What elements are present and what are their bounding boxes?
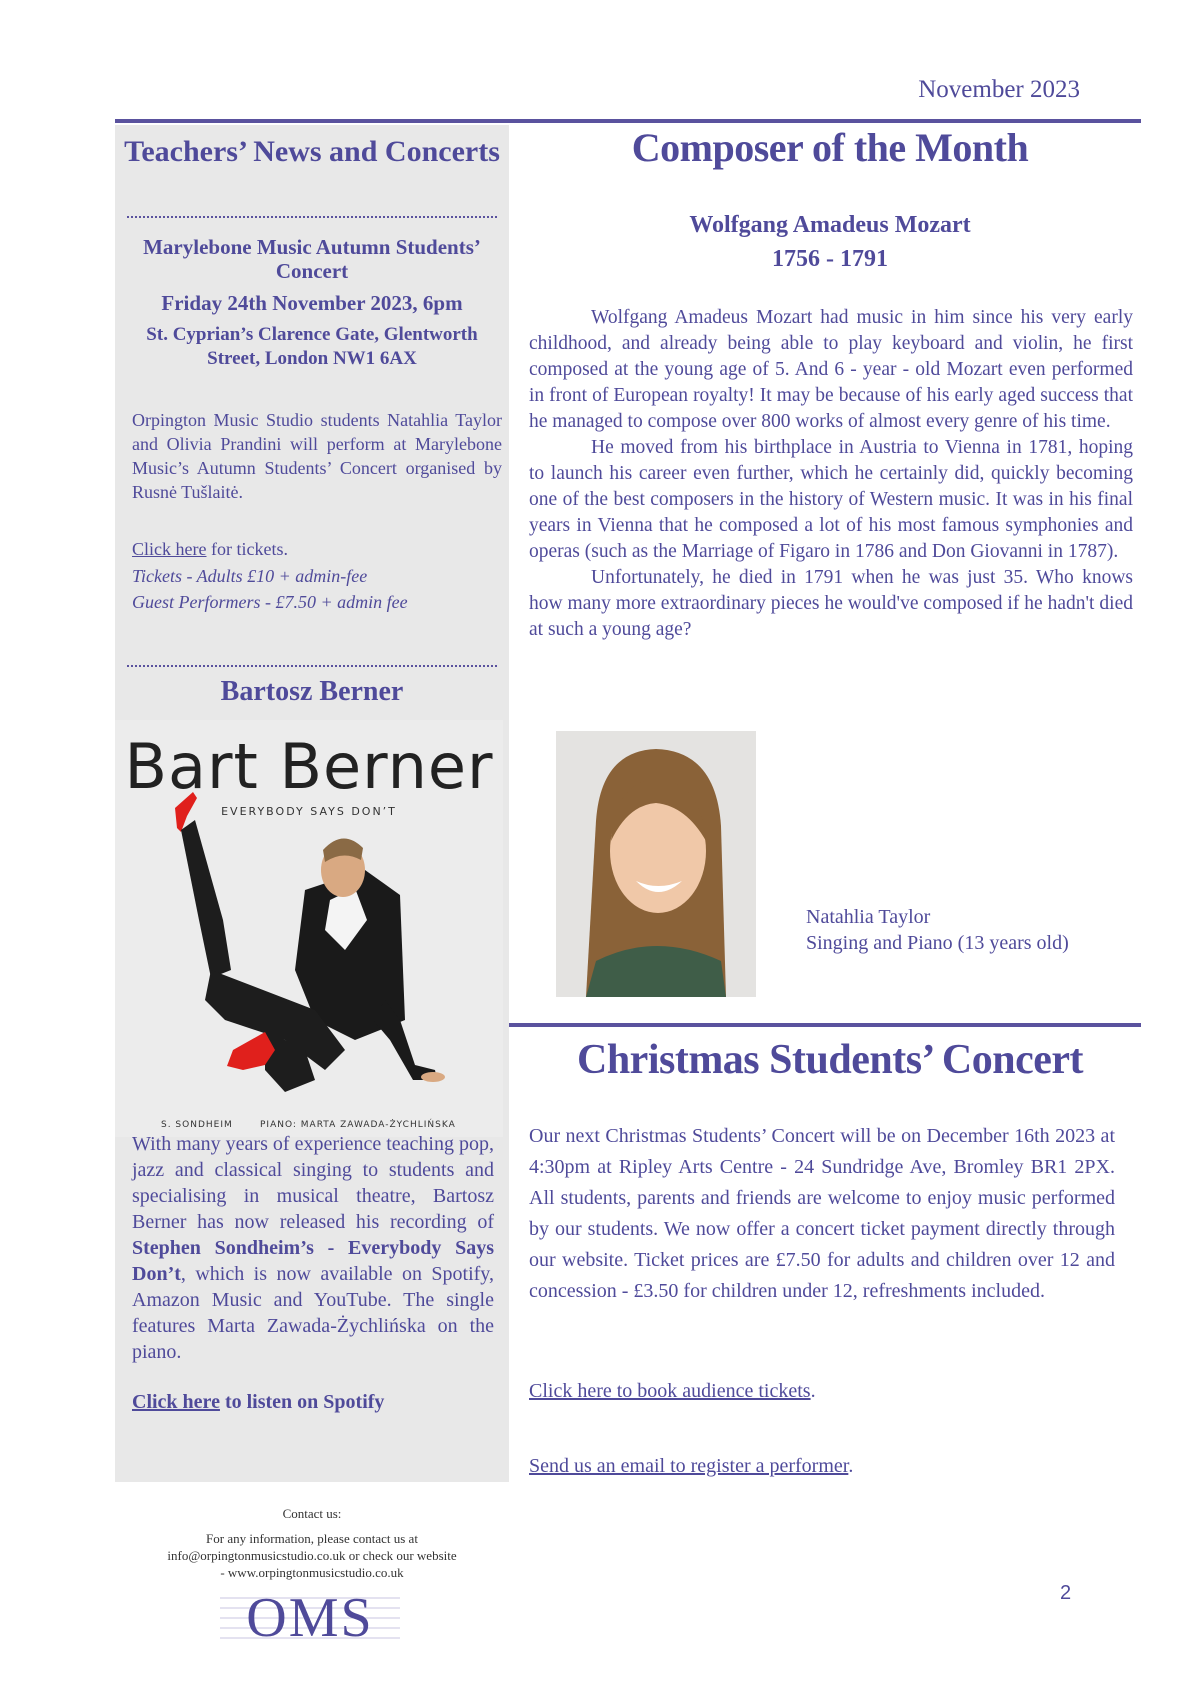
book-tickets-line: Click here to book audience tickets. — [529, 1380, 816, 1402]
biography-paragraph: Unfortunately, he died in 1791 when he was just 35. Who knows how many more extraordinary pieces he would've composed if he hadn't died at such a young age? — [529, 567, 1133, 640]
poster-dancer-illustration — [115, 720, 503, 1137]
spotify-suffix: to listen on Spotify — [219, 1391, 385, 1413]
spotify-link[interactable]: Click here — [132, 1391, 220, 1413]
biography-paragraph: He moved from his birthplace in Austria to Vienna in 1781, hoping to launch his career even further, which he certainly did, quickly becoming one of the best composers in the history of Western music. It was in his final years in Vienna that he composed a lot of his most famous symphonies and operas (such as the Marriage of Figaro in 1786 and Don Giovanni in 1787). — [529, 437, 1133, 562]
poster-subtitle: EVERYBODY SAYS DON’T — [221, 805, 397, 818]
event-title: Marylebone Music Autumn Students’ Concert — [143, 235, 481, 283]
caption-detail: Singing and Piano (13 years old) — [806, 932, 1069, 954]
artist-heading: Bartosz Berner — [220, 676, 404, 707]
christmas-description: Our next Christmas Students’ Concert will be on December 16th 2023 at 4:30pm at Ripley Arts Centre - 24 Sundridge Ave, Bromley BR1 2PX. All students, parents and friends are welcome to enjoy music performed by our students. We now offer a concert ticket payment directly through our website. Ticket prices are £7.50 for adults and children over 12 and concession - £3.50 for children under 12, refreshments included. — [529, 1125, 1115, 1302]
register-performer-line: Send us an email to register a performer. — [529, 1455, 854, 1477]
composer-section-title: Composer of the Month — [631, 125, 1029, 170]
poster-credit-composer: S. SONDHEIM — [161, 1120, 233, 1130]
sidebar — [115, 125, 509, 1482]
oms-logo — [220, 1586, 400, 1648]
sidebar-title: Teachers’ News and Concerts — [124, 135, 500, 168]
register-performer-link[interactable]: Send us an email to register a performer — [529, 1455, 849, 1477]
photo-caption — [806, 904, 1069, 956]
ticket-price-guests: Guest Performers - £7.50 + admin fee — [132, 592, 408, 612]
album-poster — [115, 720, 503, 1137]
contact-block — [115, 1505, 509, 1581]
dotted-divider — [127, 665, 497, 667]
contact-heading: Contact us: — [282, 1506, 342, 1521]
event-tickets-suffix: for tickets. — [206, 539, 288, 559]
poster-artist-name: Bart Berner — [124, 730, 494, 803]
section-rule — [509, 1023, 1141, 1027]
event-tickets-link[interactable]: Click here — [132, 539, 207, 559]
event-date: Friday 24th November 2023, 6pm — [161, 291, 463, 315]
artist-text-bold: Stephen Sondheim’s - Everybody Says Don’t — [132, 1237, 494, 1285]
ticket-price-adults: Tickets - Adults £10 + admin-fee — [132, 566, 368, 586]
student-portrait-illustration — [556, 731, 756, 997]
event-description: Orpington Music Studio students Natahlia Taylor and Olivia Prandini will perform at Marylebone Music’s Autumn Students’ Concert organised by Rusnė Tušlaitė. — [132, 410, 502, 502]
composer-years: 1756 - 1791 — [772, 246, 888, 272]
issue-date: November 2023 — [918, 76, 1080, 103]
student-photo — [556, 731, 756, 997]
poster-credit-piano: PIANO: MARTA ZAWADA-ŻYCHLIŃSKA — [260, 1120, 456, 1130]
composer-name: Wolfgang Amadeus Mozart — [689, 212, 971, 238]
christmas-section-title: Christmas Students’ Concert — [576, 1037, 1084, 1083]
composer-biography — [529, 305, 1133, 643]
book-tickets-link[interactable]: Click here to book audience tickets — [529, 1380, 811, 1402]
contact-text: For any information, please contact us at info@orpingtonmusicstudio.co.uk or check our website - www.orpingtonmusicstudio.co.uk — [167, 1531, 457, 1580]
logo-text: OMS — [246, 1587, 374, 1649]
dotted-divider — [127, 216, 497, 218]
page-number: 2 — [1060, 1582, 1072, 1604]
artist-text-1: With many years of experience teaching pop, jazz and classical singing to students and specialising in musical theatre, Bartosz Berner has now released his recording of — [132, 1133, 494, 1233]
event-venue: St. Cyprian’s Clarence Gate, Glentworth Street, London NW1 6AX — [146, 324, 478, 369]
artist-text-2: , which is now available on Spotify, Amazon Music and YouTube. The single features Marta Zawada-Żychlińska on the piano. — [132, 1263, 494, 1363]
spotify-line — [132, 1391, 384, 1414]
artist-description — [132, 1131, 494, 1365]
biography-paragraph: Wolfgang Amadeus Mozart had music in him since his very early childhood, and already being able to play keyboard and violin, he first composed at the young age of 5. And 6 - year - old Mozart even performed in front of European royalty! It may be because of his early aged success that he managed to compose over 800 works of almost every genre of his time. — [529, 307, 1133, 432]
event-ticket-line — [132, 539, 502, 560]
header-rule — [115, 119, 1141, 123]
caption-name: Natahlia Taylor — [806, 906, 931, 928]
